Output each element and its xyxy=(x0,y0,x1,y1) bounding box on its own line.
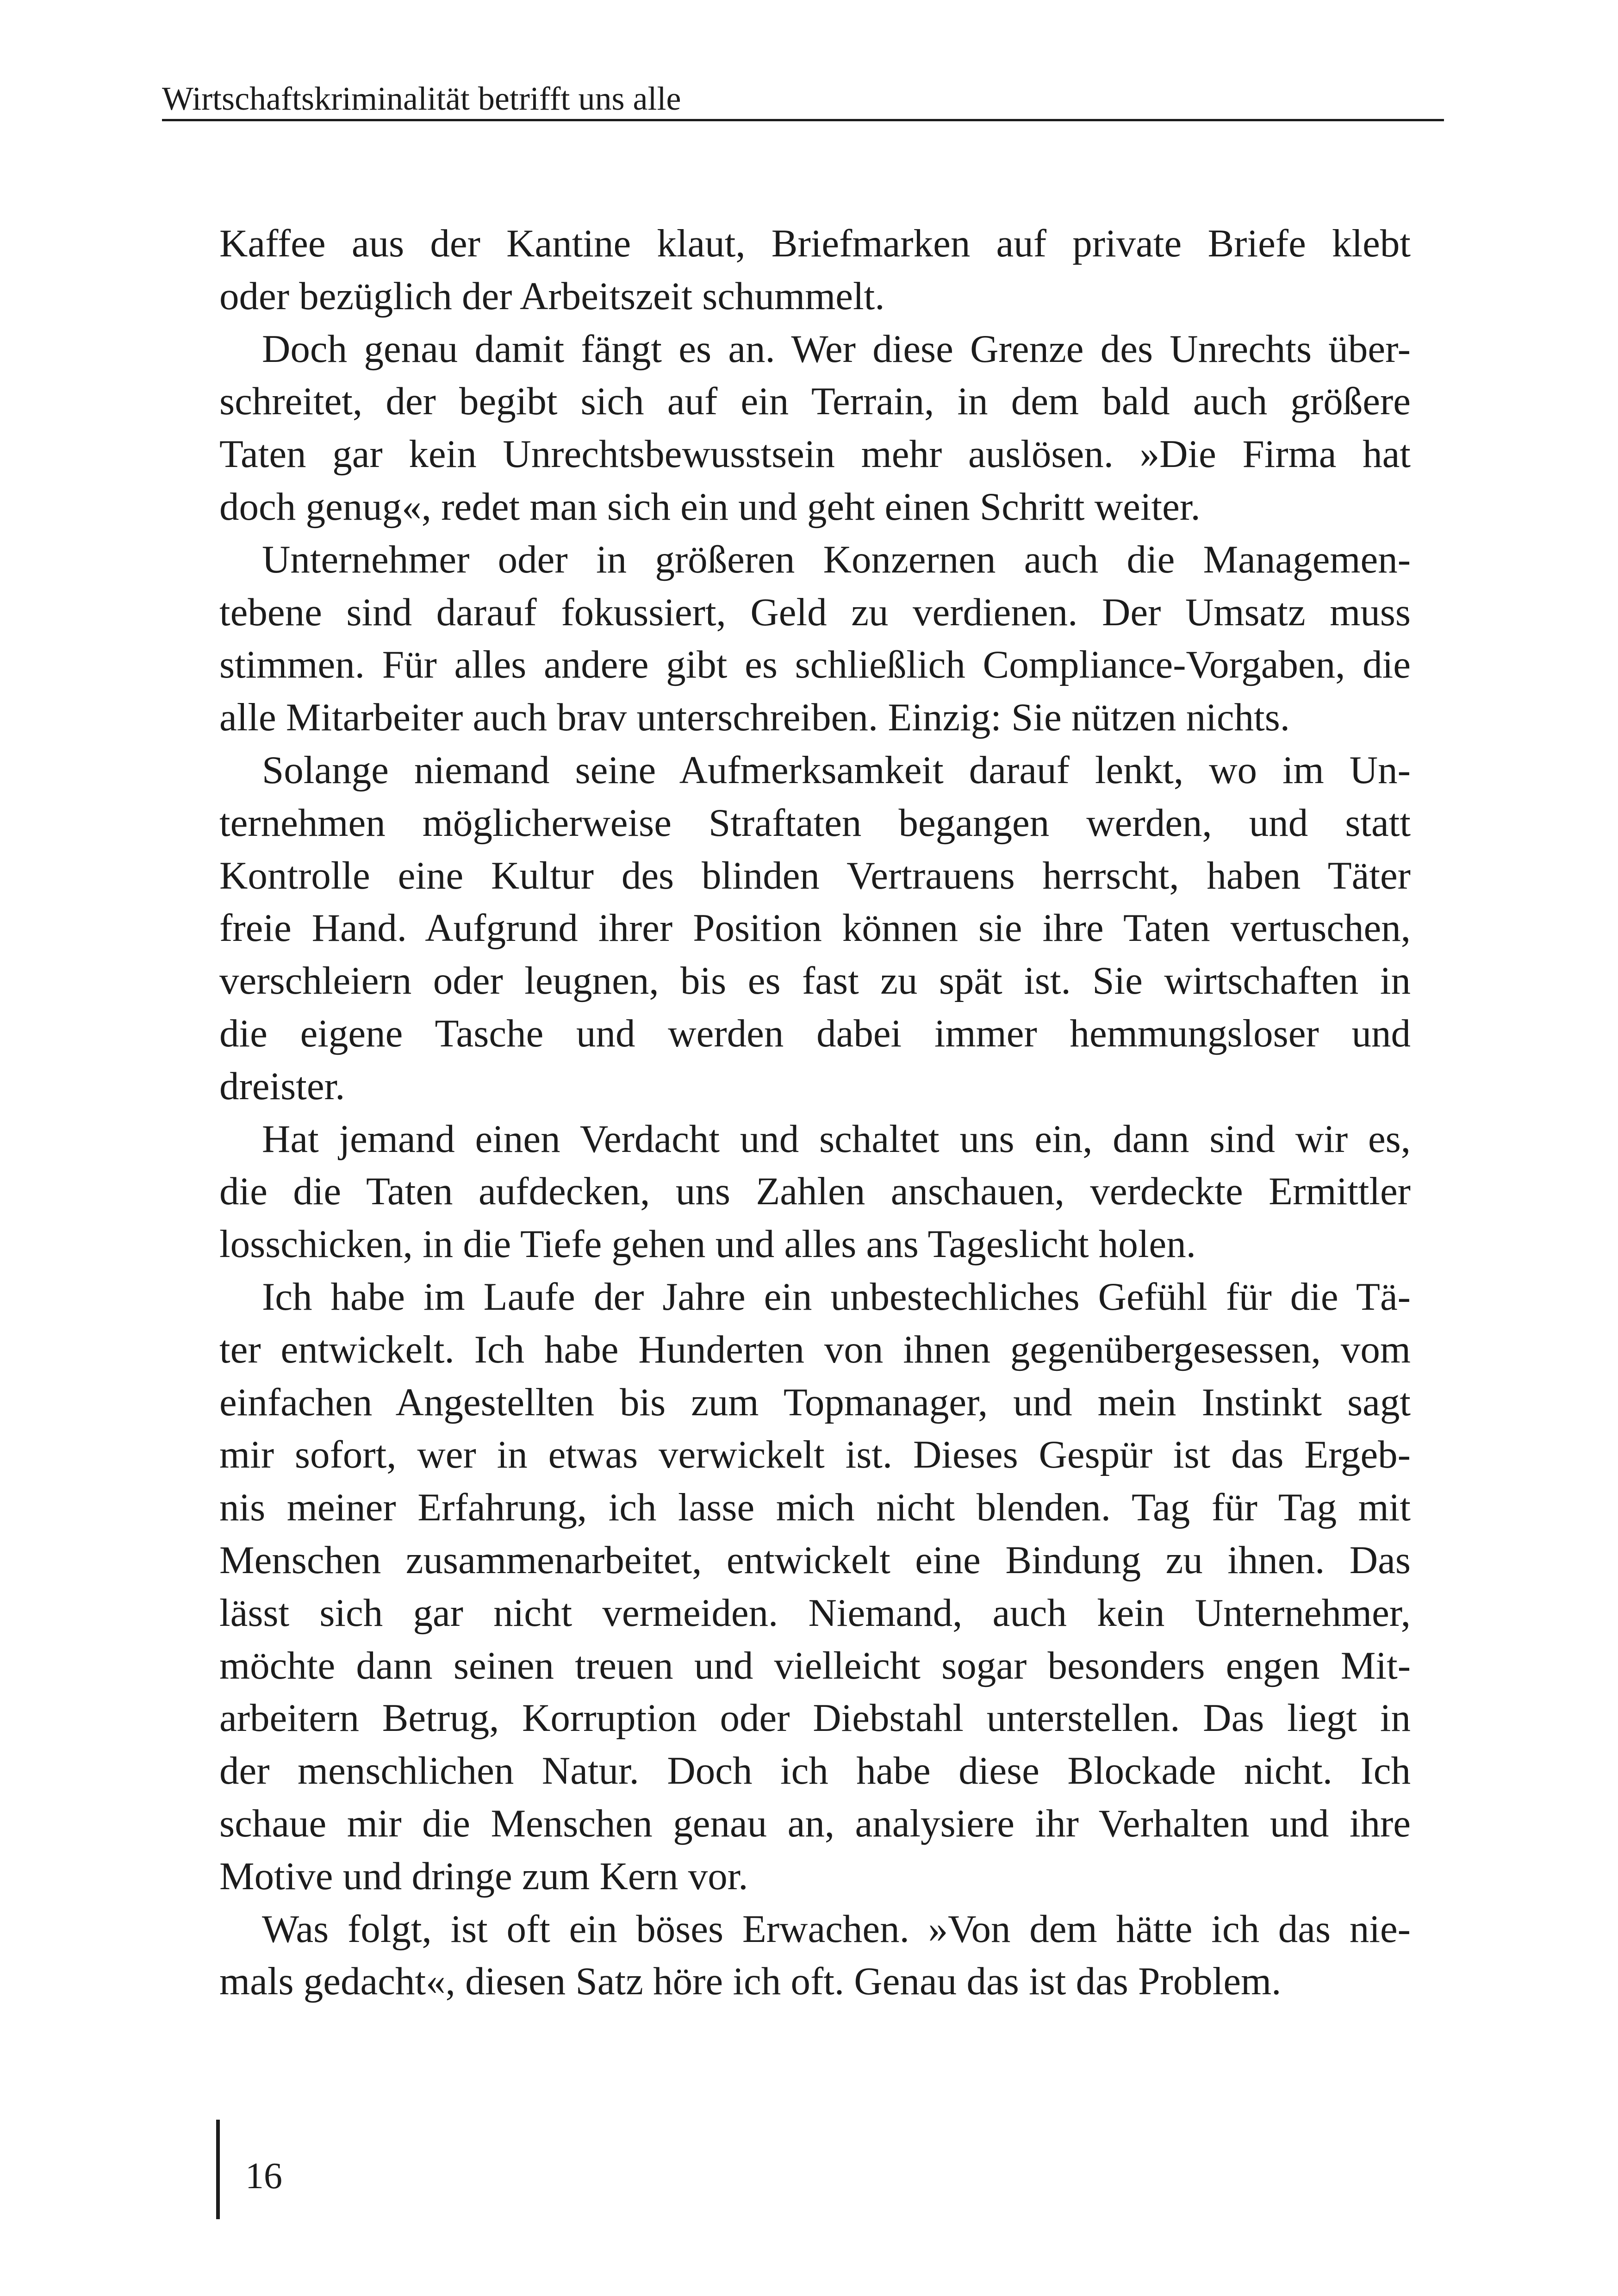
text-line: Kaffee aus der Kantine klaut, Briefmarken auf private Briefe klebt xyxy=(219,222,1411,265)
text-line: ter entwickelt. Ich habe Hunderten von ihnen gegenübergesessen, vom xyxy=(219,1327,1411,1371)
text-line: Unternehmer oder in größeren Konzernen auch die Managemen- xyxy=(262,537,1411,581)
body-text xyxy=(219,218,1411,2008)
text-line: die eigene Tasche und werden dabei immer hemmungsloser und xyxy=(219,1011,1411,1055)
text-line: Ich habe im Laufe der Jahre ein unbestechliches Gefühl für die Tä- xyxy=(262,1275,1411,1319)
text-line: Motive und dringe zum Kern vor. xyxy=(219,1854,748,1898)
text-line: alle Mitarbeiter auch brav unterschreiben. Einzig: Sie nützen nichts. xyxy=(219,696,1290,740)
text-line: verschleiern oder leugnen, bis es fast zu spät ist. Sie wirtschaften in xyxy=(219,959,1411,1003)
text-line: stimmen. Für alles andere gibt es schließlich Compliance-Vorgaben, die xyxy=(219,643,1411,687)
running-title: Wirtschaftskriminalität betrifft uns alle xyxy=(162,80,681,117)
text-line: möchte dann seinen treuen und vielleicht sogar besonders engen Mit- xyxy=(219,1643,1411,1687)
text-line: oder bezüglich der Arbeitszeit schummelt. xyxy=(219,274,885,318)
text-line: der menschlichen Natur. Doch ich habe diese Blockade nicht. Ich xyxy=(219,1749,1411,1793)
text-line: dreister. xyxy=(219,1064,345,1108)
text-line: mals gedacht«, diesen Satz höre ich oft. Genau das ist das Problem. xyxy=(219,1960,1282,2004)
text-line: tebene sind darauf fokussiert, Geld zu verdienen. Der Umsatz muss xyxy=(219,590,1411,634)
text-line: losschicken, in die Tiefe gehen und alles ans Tageslicht holen. xyxy=(219,1222,1196,1266)
text-line: doch genug«, redet man sich ein und geht einen Schritt weiter. xyxy=(219,485,1201,529)
text-line: Was folgt, ist oft ein böses Erwachen. »Von dem hätte ich das nie- xyxy=(262,1907,1411,1951)
text-line: Taten gar kein Unrechtsbewusstsein mehr auslösen. »Die Firma hat xyxy=(219,432,1411,476)
text-line: arbeitern Betrug, Korruption oder Diebstahl unterstellen. Das liegt in xyxy=(219,1696,1411,1740)
text-line: schreitet, der begibt sich auf ein Terrain, in dem bald auch größere xyxy=(219,380,1411,423)
page-number: 16 xyxy=(245,2156,282,2196)
text-line: Solange niemand seine Aufmerksamkeit darauf lenkt, wo im Un- xyxy=(262,748,1411,792)
text-line: mir sofort, wer in etwas verwickelt ist. Dieses Gespür ist das Ergeb- xyxy=(219,1433,1411,1477)
running-head xyxy=(162,69,1444,121)
text-line: die die Taten aufdecken, uns Zahlen anschauen, verdeckte Ermittler xyxy=(219,1170,1411,1213)
text-line: lässt sich gar nicht vermeiden. Niemand, auch kein Unternehmer, xyxy=(219,1591,1411,1635)
text-line: nis meiner Erfahrung, ich lasse mich nicht blenden. Tag für Tag mit xyxy=(219,1486,1411,1530)
text-line: Doch genau damit fängt es an. Wer diese Grenze des Unrechts über- xyxy=(262,327,1411,371)
text-line: freie Hand. Aufgrund ihrer Position können sie ihre Taten vertuschen, xyxy=(219,906,1411,950)
text-line: schaue mir die Menschen genau an, analysiere ihr Verhalten und ihre xyxy=(219,1801,1411,1845)
text-line: Hat jemand einen Verdacht und schaltet uns ein, dann sind wir es, xyxy=(262,1117,1411,1161)
page-number-rule xyxy=(216,2120,220,2219)
text-line: Kontrolle eine Kultur des blinden Vertrauens herrscht, haben Täter xyxy=(219,853,1411,897)
text-line: Menschen zusammenarbeitet, entwickelt eine Bindung zu ihnen. Das xyxy=(219,1538,1411,1582)
text-line: einfachen Angestellten bis zum Topmanager, und mein Instinkt sagt xyxy=(219,1380,1411,1424)
text-line: ternehmen möglicherweise Straftaten begangen werden, und statt xyxy=(219,801,1411,845)
